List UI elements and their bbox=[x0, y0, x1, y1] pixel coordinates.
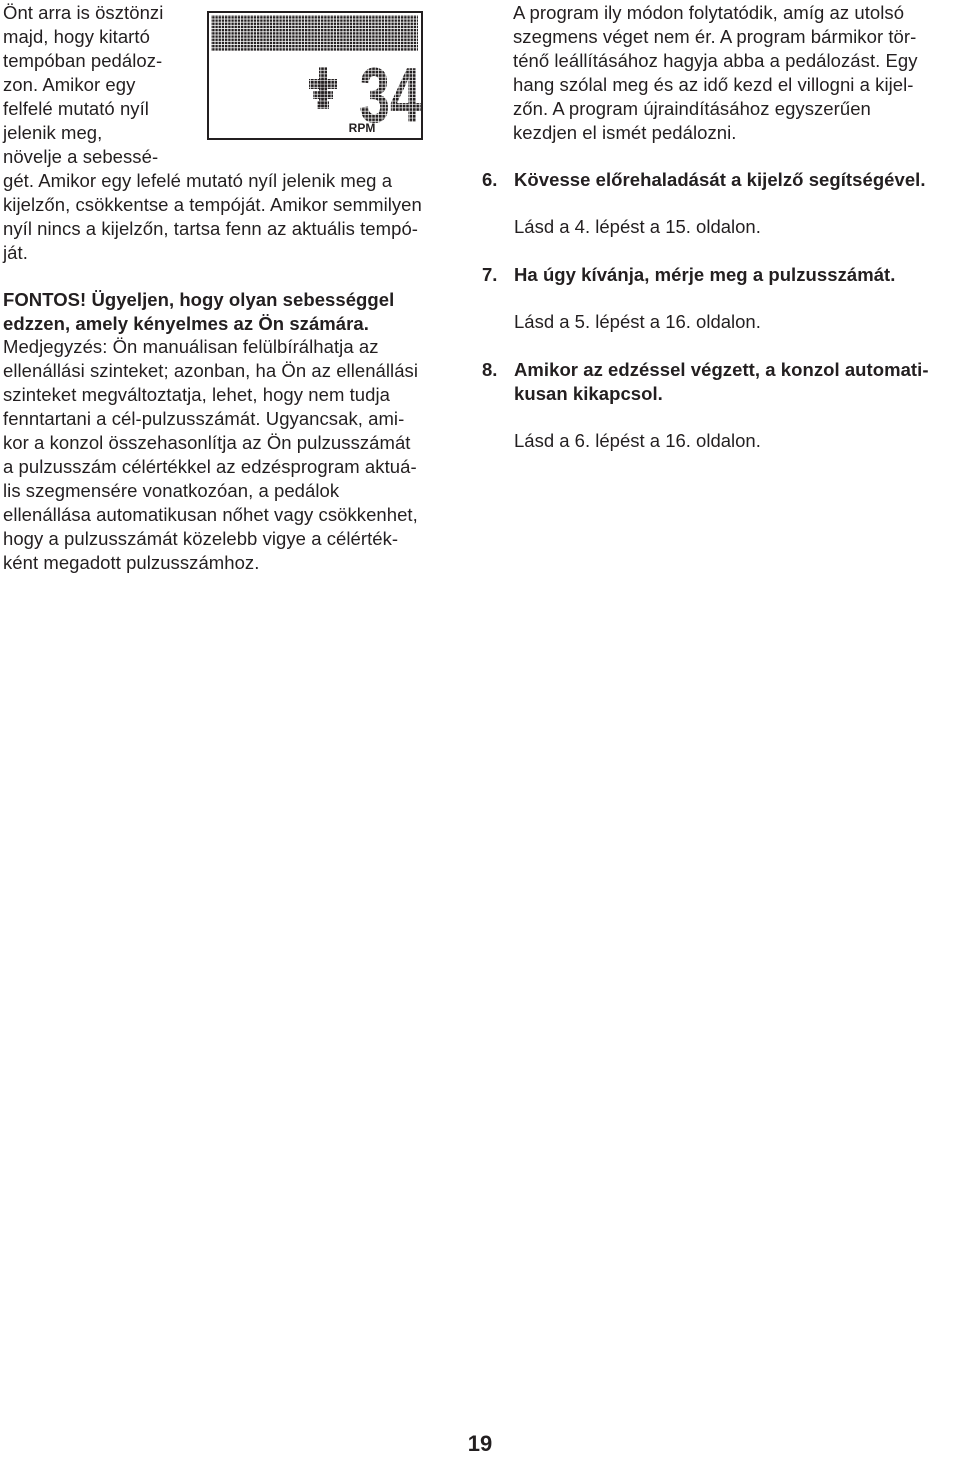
rpm-value: 34 bbox=[359, 51, 421, 138]
intro-line: jelenik meg, bbox=[3, 122, 103, 143]
intro-line: gét. Amikor egy lefelé mutató nyíl jelenik meg a bbox=[3, 170, 393, 191]
display-graphic bbox=[209, 13, 421, 138]
console-display bbox=[207, 11, 423, 140]
step-reference: Lásd a 4. lépést a 15. oldalon. bbox=[514, 216, 761, 237]
step-heading: Kövesse előrehaladását a kijelző segítségével. bbox=[514, 169, 926, 190]
note-line: kor a konzol összehasonlítja az Ön pulzusszámát bbox=[3, 432, 411, 453]
intro-line: nyíl nincs a kijelzőn, tartsa fenn az aktuális tempó- bbox=[3, 218, 418, 239]
intro-line: Önt arra is ösztönzi bbox=[3, 2, 164, 23]
note-line: szinteket megváltoztatja, lehet, hogy nem tudja bbox=[3, 384, 390, 405]
note-line: hogy a pulzusszámát közelebb vigye a célérték- bbox=[3, 528, 399, 549]
continuation-line: zőn. A program újraindításához egyszerűen bbox=[513, 98, 871, 119]
step-heading: Amikor az edzéssel végzett, a konzol automati- bbox=[514, 359, 929, 380]
step-reference: Lásd a 6. lépést a 16. oldalon. bbox=[514, 430, 761, 451]
intro-line: növelje a sebessé- bbox=[3, 146, 159, 167]
continuation-line: kezdjen el ismét pedálozni. bbox=[513, 122, 737, 143]
rpm-unit-label: RPM bbox=[348, 121, 376, 135]
intro-line: majd, hogy kitartó bbox=[3, 26, 150, 47]
note-line: fenntartani a cél-pulzusszámát. Ugyancsak, ami- bbox=[3, 408, 405, 429]
note-line: Medjegyzés: Ön manuálisan felülbírálhatja az bbox=[3, 336, 379, 357]
important-line: FONTOS! Ügyeljen, hogy olyan sebességgel bbox=[3, 289, 395, 310]
step-number: 6. bbox=[482, 169, 498, 190]
note-line: ellenállási szinteket; azonban, ha Ön az ellenállási bbox=[3, 360, 418, 381]
note-line: ként megadott pulzusszámhoz. bbox=[3, 552, 260, 573]
continuation-line: ténő leállításához hagyja abba a pedálozást. Egy bbox=[513, 50, 918, 71]
intro-line: zon. Amikor egy bbox=[3, 74, 136, 95]
note-line: ellenállása automatikusan nőhet vagy csökkenhet, bbox=[3, 504, 418, 525]
down-arrow-icon bbox=[309, 67, 337, 109]
step-number: 8. bbox=[482, 359, 498, 380]
step-heading: Ha úgy kívánja, mérje meg a pulzusszámát. bbox=[514, 264, 896, 285]
continuation-line: A program ily módon folytatódik, amíg az utolsó bbox=[513, 2, 905, 23]
intro-line: kijelzőn, csökkentse a tempóját. Amikor semmilyen bbox=[3, 194, 422, 215]
step-number: 7. bbox=[482, 264, 498, 285]
intro-line: felfelé mutató nyíl bbox=[3, 98, 149, 119]
page-number: 19 bbox=[467, 1431, 493, 1456]
dot-matrix-area bbox=[211, 15, 418, 51]
continuation-line: szegmens véget nem ér. A program bármikor tör- bbox=[513, 26, 917, 47]
note-line: lis szegmensére vonatkozóan, a pedálok bbox=[3, 480, 340, 501]
intro-line: ját. bbox=[3, 242, 28, 263]
step-heading: kusan kikapcsol. bbox=[514, 383, 663, 404]
note-line: a pulzusszám célértékkel az edzésprogram aktuá- bbox=[3, 456, 417, 477]
continuation-line: hang szólal meg és az idő kezd el villogni a kijel- bbox=[513, 74, 914, 95]
step-reference: Lásd a 5. lépést a 16. oldalon. bbox=[514, 311, 761, 332]
intro-line: tempóban pedáloz- bbox=[3, 50, 163, 71]
important-line: edzzen, amely kényelmes az Ön számára. bbox=[3, 313, 369, 334]
